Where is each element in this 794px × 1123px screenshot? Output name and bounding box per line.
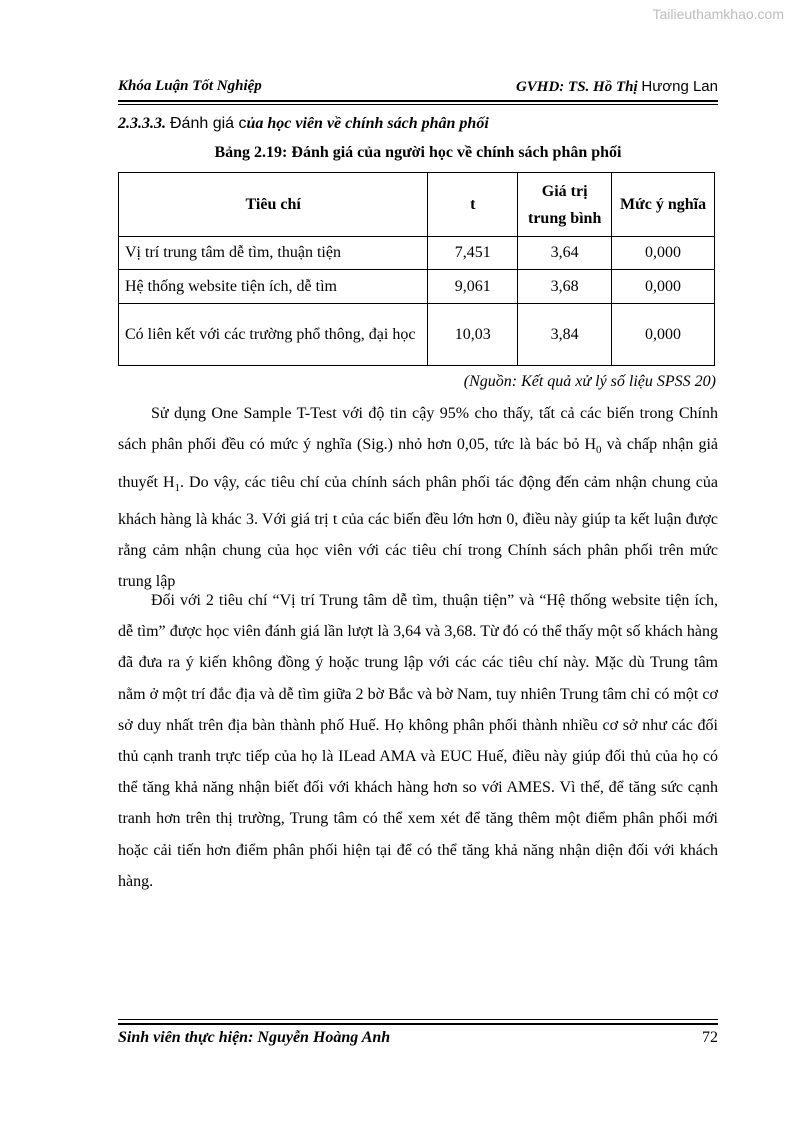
- table-row: [119, 304, 715, 366]
- header-supervisor-tail: Hương Lan: [641, 78, 718, 95]
- watermark: Tailieuthamkhao.com: [652, 6, 784, 22]
- header-supervisor-main: GVHD: TS. Hồ Thị: [515, 79, 638, 95]
- table-cell: 9,061: [428, 270, 518, 304]
- table-row: [119, 270, 715, 304]
- table-header-cell: Tiêu chí: [119, 173, 428, 237]
- table-cell: 0,000: [612, 237, 715, 270]
- table-header-cell: Mức ý nghĩa: [612, 173, 715, 237]
- paragraph-1-part-a: Sử dụng One Sample T-Test với độ tin cậy 95% cho thấy, tất cả các biến trong Chính sách phân phối đều có mức ý nghĩa (Sig.) nhỏ hơn 0,05, tức là bác bỏ H: [118, 405, 718, 454]
- table-cell: 7,451: [428, 237, 518, 270]
- table-cell: 0,000: [612, 270, 715, 304]
- table-cell: 10,03: [428, 304, 518, 366]
- table-row: [119, 237, 715, 270]
- table-cell: 3,84: [518, 304, 612, 366]
- paragraph-1-part-c: . Do vậy, các tiêu chí của chính sách phân phối tác động đến cảm nhận chung của khách hàng là khác 3. Với giá trị t của các biến đều lớn hơn 0, điều này giúp ta kết luận được rằng cảm nhận chung của học viên với các tiêu chí trong Chính sách phân phối trên mức trung lập: [118, 473, 718, 591]
- section-title-plain: Đánh giá c: [170, 115, 247, 132]
- header-thesis-title: Khóa Luận Tốt Nghiệp: [118, 78, 262, 94]
- footer-rule-thin: [118, 1019, 718, 1020]
- paragraph-1: [118, 398, 718, 598]
- subscript-1: 1: [174, 481, 181, 494]
- section-heading: [118, 115, 489, 133]
- header-rule-thin: [118, 104, 718, 105]
- table-cell: 3,64: [518, 237, 612, 270]
- table-header-cell: t: [428, 173, 518, 237]
- table-header-cell: Giá trị trung bình: [518, 173, 612, 237]
- header-supervisor: [516, 78, 718, 96]
- subscript-0: 0: [596, 444, 602, 457]
- table-cell: Vị trí trung tâm dễ tìm, thuận tiện: [119, 237, 428, 270]
- section-number: 2.3.3.3.: [118, 115, 166, 132]
- table-source: (Nguồn: Kết quả xử lý số liệu SPSS 20): [463, 373, 716, 390]
- table-cell: Hệ thống website tiện ích, dễ tìm: [119, 270, 428, 304]
- footer-student: Sinh viên thực hiện: Nguyễn Hoàng Anh: [118, 1029, 391, 1046]
- table-title: Bảng 2.19: Đánh giá của người học về chính sách phân phối: [214, 144, 622, 161]
- footer-rule: [118, 1023, 718, 1025]
- paragraph-2: Đối với 2 tiêu chí “Vị trí Trung tâm dễ tìm, thuận tiện” và “Hệ thống website tiện ích, dễ tìm” được học viên đánh giá lần lượt là 3,64 và 3,68. Từ đó có thể thấy một số khách hàng đã đưa ra ý kiến không đồng ý hoặc trung lập với các các tiêu chí này. Mặc dù Trung tâm nằm ở một trí đắc địa và dễ tìm giữa 2 bờ Bắc và bờ Nam, tuy nhiên Trung tâm chỉ có một cơ sở duy nhất trên địa bàn thành phố Huế. Họ không phân phối thành nhiều cơ sở như các đối thủ cạnh tranh trực tiếp của họ là ILead AMA và EUC Huế, điều này giúp đối thủ của họ có thể tăng khả năng nhận biết đối với khách hàng hơn so với AMES. Vì thế, để tăng sức cạnh tranh hơn trên thị trường, Trung tâm có thể xem xét để tăng thêm một điểm phân phối mới hoặc cải tiến hơn điểm phân phối hiện tại để có thể tăng khả năng nhận diện đối với khách hàng.: [118, 592, 718, 890]
- table-header-row: [119, 173, 715, 237]
- header-rule: [118, 100, 718, 102]
- section-title-italic: ủa học viên về chính sách phân phối: [246, 115, 489, 132]
- evaluation-table: [118, 172, 715, 366]
- paragraph-1-part-b: và chấp nhận giả thuyết H: [118, 436, 719, 491]
- page-header: [118, 78, 718, 100]
- table-cell: Có liên kết với các trường phổ thông, đại học: [119, 304, 428, 366]
- table-cell: 3,68: [518, 270, 612, 304]
- page-number: 72: [702, 1029, 718, 1046]
- table-cell: 0,000: [612, 304, 715, 366]
